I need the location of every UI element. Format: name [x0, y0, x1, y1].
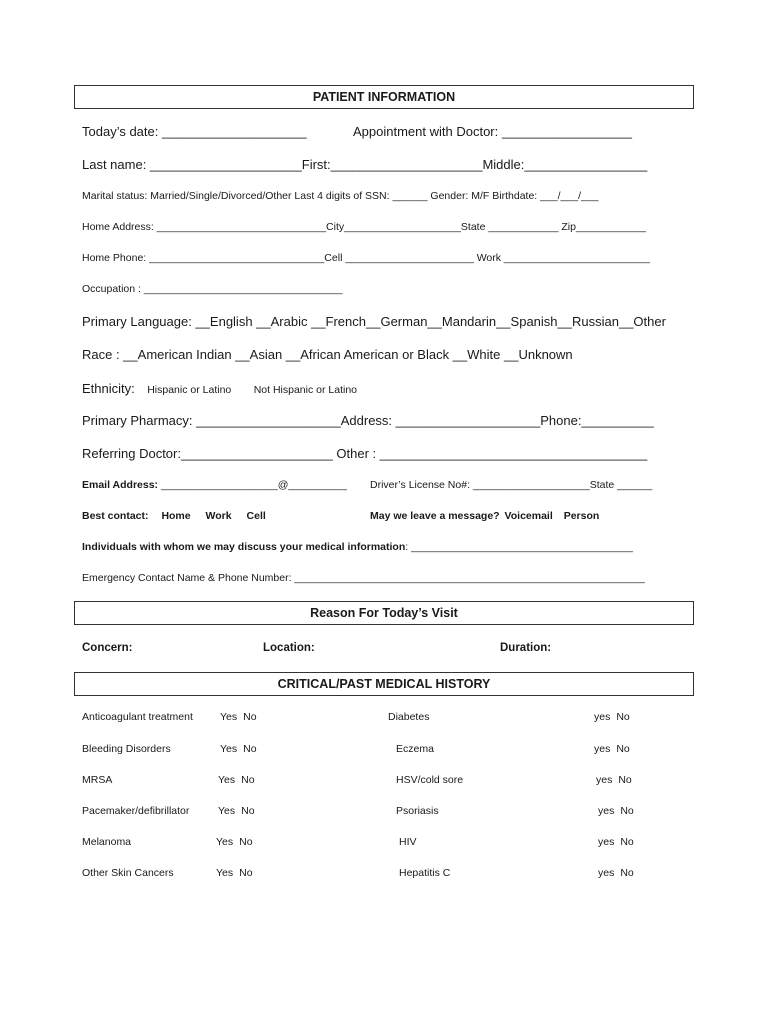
history-left-options — [218, 711, 257, 723]
primary-language-field[interactable]: Primary Language: __English __Arabic __French__German__Mandarin__Spanish__Russian__Other — [82, 314, 666, 329]
history-condition-right: Diabetes — [388, 711, 430, 723]
best-contact-field — [82, 510, 266, 522]
history-condition-right: Eczema — [396, 743, 434, 755]
leave-message-field — [370, 510, 599, 522]
occupation-field[interactable]: Occupation : __________________________________ — [82, 283, 343, 295]
home-address-field[interactable]: Home Address: _____________________________City____________________State ____________ Zip____________ — [82, 221, 647, 233]
history-right-yes-label: yes — [594, 711, 611, 723]
todays-date-field[interactable]: Today’s date: ____________________ — [82, 124, 307, 139]
referring-doctor-field[interactable]: Referring Doctor:_____________________ Other : _____________________________________ — [82, 446, 648, 461]
best-contact-cell: Cell — [246, 510, 266, 522]
phone-field[interactable]: Home Phone: ______________________________Cell ______________________ Work _________________________ — [82, 252, 650, 264]
history-left-yes-label: Yes — [216, 867, 234, 879]
history-left-no-label: No — [241, 774, 255, 786]
appointment-field[interactable]: Appointment with Doctor: __________________ — [353, 124, 632, 139]
ethnicity-label: Ethnicity: — [82, 381, 135, 396]
history-left-no-label: No — [239, 867, 253, 879]
history-right-no-label: No — [616, 743, 630, 755]
discuss-medical-info-field[interactable] — [82, 541, 633, 553]
history-right-options — [592, 743, 630, 755]
history-left-no-label: No — [239, 836, 253, 848]
best-contact-work: Work — [205, 510, 232, 522]
history-left-yes-label: Yes — [220, 743, 238, 755]
ethnicity-field — [82, 380, 357, 398]
history-condition-right: HIV — [399, 836, 417, 848]
history-left-no-label: No — [241, 805, 255, 817]
emergency-contact-field[interactable]: Emergency Contact Name & Phone Number: ____________________________________________________________ — [82, 572, 645, 584]
history-condition-left: Anticoagulant treatment — [82, 711, 193, 723]
history-left-options — [214, 836, 253, 848]
primary-pharmacy-field[interactable]: Primary Pharmacy: ____________________Address: ____________________Phone:__________ — [82, 413, 654, 428]
section-title: PATIENT INFORMATION — [312, 90, 456, 104]
ethnicity-not-hispanic-option: Not Hispanic or Latino — [253, 384, 358, 396]
history-left-options — [218, 743, 257, 755]
duration-label: Duration: — [500, 642, 552, 654]
race-field[interactable]: Race : __American Indian __Asian __African American or Black __White __Unknown — [82, 347, 573, 362]
history-left-yes-label: Yes — [220, 711, 238, 723]
section-title: CRITICAL/PAST MEDICAL HISTORY — [277, 677, 491, 691]
history-right-yes-label: yes — [598, 805, 615, 817]
medical-history-header — [74, 672, 694, 696]
history-left-options — [216, 805, 255, 817]
history-left-yes-label: Yes — [218, 805, 236, 817]
history-right-options — [596, 836, 634, 848]
history-left-options — [214, 867, 253, 879]
history-right-yes-label: yes — [594, 743, 611, 755]
drivers-license-field[interactable]: Driver’s License No#: ____________________State ______ — [370, 479, 653, 491]
history-right-no-label: No — [620, 836, 634, 848]
patient-information-header — [74, 85, 694, 109]
history-left-no-label: No — [243, 743, 257, 755]
history-condition-left: Bleeding Disorders — [82, 743, 171, 755]
history-left-yes-label: Yes — [216, 836, 234, 848]
history-condition-right: HSV/cold sore — [396, 774, 464, 786]
history-right-options — [596, 867, 634, 879]
history-right-options — [594, 774, 632, 786]
history-left-no-label: No — [243, 711, 257, 723]
history-condition-right: Psoriasis — [396, 805, 439, 817]
marital-ssn-gender-birthdate-field[interactable]: Marital status: Married/Single/Divorced/Other Last 4 digits of SSN: ______ Gender: M/F Birthdate: ___/___/___ — [82, 190, 599, 202]
history-condition-left: MRSA — [82, 774, 113, 786]
location-label: Location: — [263, 642, 315, 654]
leave-message-label: May we leave a message? — [370, 510, 500, 522]
best-contact-label: Best contact: — [82, 510, 149, 522]
name-field[interactable]: Last name: _____________________First:_____________________Middle:_________________ — [82, 157, 648, 172]
history-right-yes-label: yes — [596, 774, 613, 786]
history-right-no-label: No — [616, 711, 630, 723]
history-right-options — [592, 711, 630, 723]
history-left-options — [216, 774, 255, 786]
leave-message-person: Person — [563, 510, 600, 522]
history-left-yes-label: Yes — [218, 774, 236, 786]
history-right-no-label: No — [618, 774, 632, 786]
leave-message-voicemail: Voicemail — [504, 510, 553, 522]
history-condition-right: Hepatitis C — [399, 867, 451, 879]
ethnicity-hispanic-option: Hispanic or Latino — [147, 384, 232, 396]
email-field[interactable] — [82, 479, 347, 491]
history-right-yes-label: yes — [598, 867, 615, 879]
discuss-value[interactable]: : ______________________________________ — [405, 541, 633, 553]
email-label: Email Address: — [82, 479, 159, 491]
history-condition-left: Pacemaker/defibrillator — [82, 805, 190, 817]
history-condition-left: Melanoma — [82, 836, 132, 848]
history-right-options — [596, 805, 634, 817]
email-value[interactable]: ____________________@__________ — [158, 479, 347, 491]
history-right-no-label: No — [620, 867, 634, 879]
best-contact-home: Home — [161, 510, 191, 522]
history-right-no-label: No — [620, 805, 634, 817]
history-condition-left: Other Skin Cancers — [82, 867, 174, 879]
concern-label: Concern: — [82, 642, 133, 654]
reason-header — [74, 601, 694, 625]
discuss-label: Individuals with whom we may discuss your medical information — [82, 541, 406, 553]
history-right-yes-label: yes — [598, 836, 615, 848]
section-title: Reason For Today’s Visit — [310, 606, 458, 620]
